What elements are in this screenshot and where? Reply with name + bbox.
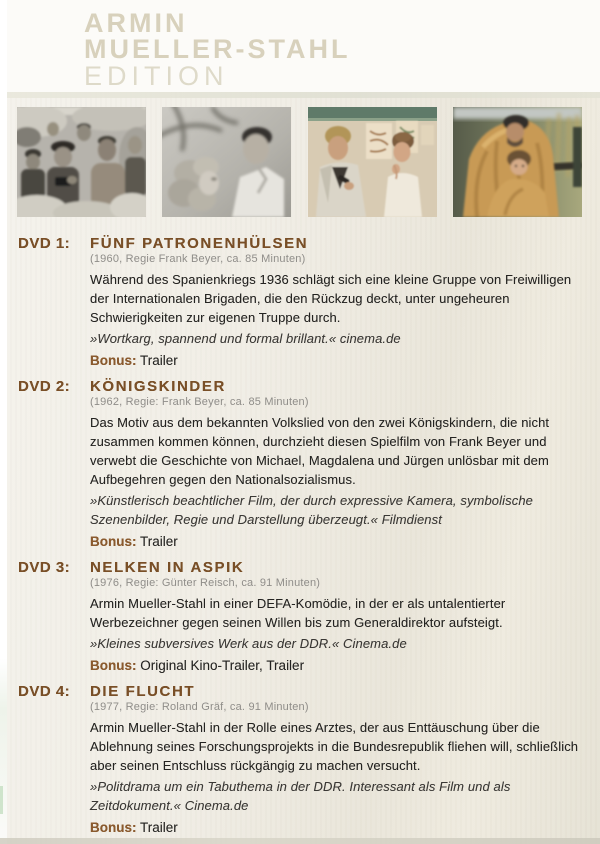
dvd-section-1: [0, 236, 600, 369]
film-still-blanket: [453, 107, 582, 217]
film-stills-row: [0, 107, 600, 217]
dvd-number-label: DVD 4:: [18, 683, 71, 700]
film-still-blanket-image: [453, 107, 582, 217]
bonus-value: Trailer: [140, 353, 178, 368]
dvd-bonus-line: [90, 657, 582, 674]
edition-masthead: [0, 0, 600, 92]
film-still-couple-image: [162, 107, 291, 217]
dvd-content: [90, 379, 600, 550]
dvd-description: Das Motiv aus dem bekannten Volkslied von den zwei Königskindern, die nicht zusammen kommen können, durchzieht diesen Spielfilm von Frank Beyer und verwebt die Geschichte von Michael, Magdalena und Jürgen unlösbar mit dem Aufbegehren gegen den Nationalsozialismus.: [90, 415, 550, 487]
bonus-label: Bonus:: [90, 658, 137, 673]
dvd-content: [90, 236, 600, 369]
film-still-soldiers-image: [17, 107, 146, 217]
dvd-title: NELKEN IN ASPIK: [90, 559, 245, 576]
dvd-press-quote: »Politdrama um ein Tabuthema in der DDR. Interessant als Film und als Zeitdokument.« Cinema.de: [90, 779, 511, 813]
dvd-press-quote: »Wortkarg, spannend und formal brillant.« cinema.de: [90, 331, 401, 346]
bonus-label: Bonus:: [90, 353, 137, 368]
dvd-description: Armin Mueller-Stahl in einer DEFA-Komödie, in der er als untalentierter Werbezeichner gegen seinen Willen bis zum Generaldirektor aufsteigt.: [90, 596, 506, 630]
dvd-section-4: [0, 684, 600, 836]
dvd-title: DIE FLUCHT: [90, 683, 196, 700]
dvd-title: FÜNF PATRONENHÜLSEN: [90, 235, 309, 252]
bonus-value: Trailer: [140, 534, 178, 549]
bonus-label: Bonus:: [90, 534, 137, 549]
dvd-list: [0, 236, 600, 836]
dvd-meta: (1960, Regie Frank Beyer, ca. 85 Minuten): [90, 253, 306, 265]
bonus-value: Trailer: [140, 820, 178, 835]
scan-edge-bottom: [0, 838, 600, 844]
edition-title-line2: MUELLER-STAHL: [84, 34, 351, 64]
edition-title-line1: ARMIN: [84, 8, 188, 38]
dvd-meta: (1976, Regie: Günter Reisch, ca. 91 Minuten): [90, 577, 321, 589]
dvd-number-label: DVD 2:: [18, 378, 71, 395]
dvd-content: [90, 684, 600, 836]
dvd-section-3: [0, 560, 600, 674]
film-still-couple: [162, 107, 291, 217]
dvd-description: Während des Spanienkriegs 1936 schlägt sich eine kleine Gruppe von Freiwilligen der Internationalen Brigaden, die den Rückzug deckt, unter ungeheuren Schwierigkeiten zur eigenen Truppe durch.: [90, 272, 572, 325]
bonus-label: Bonus:: [90, 820, 137, 835]
dvd-bonus-line: [90, 819, 582, 836]
header-divider-band: [0, 92, 600, 98]
dvd-description: Armin Mueller-Stahl in der Rolle eines Arztes, der aus Enttäuschung über die Ablehnung seines Forschungsprojekts in die Bundesrepublik fliehen will, schließlich aber seinen Entschluss rückgängig zu machen versucht.: [90, 720, 579, 773]
dvd-press-quote: »Künstlerisch beachtlicher Film, der durch expressive Kamera, symbolische Szenenbilder, Regie und Darstellung überzeugt.« Filmdienst: [90, 493, 533, 527]
dvd-section-2: [0, 379, 600, 550]
dvd-bonus-line: [90, 352, 582, 369]
edition-title-line3: EDITION: [84, 61, 229, 91]
dvd-press-quote: »Kleines subversives Werk aus der DDR.« Cinema.de: [90, 636, 407, 651]
dvd-number-label: DVD 3:: [18, 559, 71, 576]
bonus-value: Original Kino-Trailer, Trailer: [140, 658, 305, 673]
dvd-number-label: DVD 1:: [18, 235, 71, 252]
film-still-soldiers: [17, 107, 146, 217]
dvd-content: [90, 560, 600, 674]
dvd-bonus-line: [90, 533, 582, 550]
dvd-meta: (1962, Regie: Frank Beyer, ca. 85 Minuten): [90, 396, 309, 408]
scan-fleck: [0, 786, 3, 814]
dvd-meta: (1977, Regie: Roland Gräf, ca. 91 Minuten): [90, 701, 309, 713]
film-still-interior-image: [308, 107, 437, 217]
film-still-interior: [308, 107, 437, 217]
dvd-title: KÖNIGSKINDER: [90, 378, 226, 395]
scan-edge-left: [0, 0, 7, 844]
